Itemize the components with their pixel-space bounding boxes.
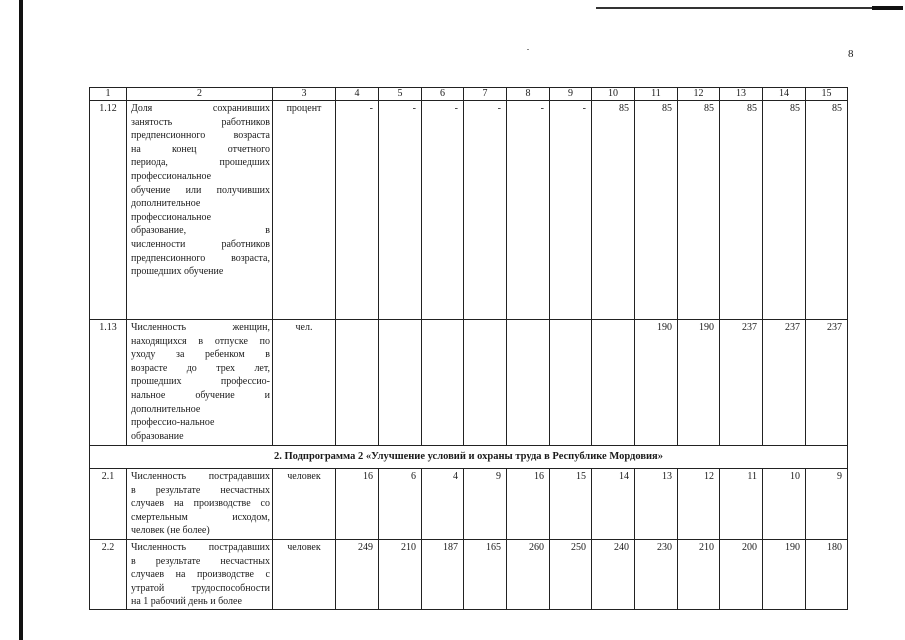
column-header: 9 xyxy=(550,88,592,101)
column-header: 7 xyxy=(464,88,507,101)
value-cell: 16 xyxy=(336,469,379,540)
indicator-name-line: случаев на производстве со xyxy=(131,498,270,510)
value-cell xyxy=(422,320,464,446)
table-row xyxy=(90,469,848,540)
value-cell xyxy=(550,320,592,446)
indicator-name-line: прошедших обучение xyxy=(131,266,224,278)
indicator-name-line: Численность пострадавших xyxy=(131,471,270,482)
column-header: 3 xyxy=(273,88,336,101)
indicator-name-line: смертельным исходом, xyxy=(131,511,270,523)
value-cell: - xyxy=(464,101,507,320)
column-header: 4 xyxy=(336,88,379,101)
value-cell: 187 xyxy=(422,540,464,610)
section-title: 2. Подпрограмма 2 «Улучшение условий и охраны труда в Республике Мордовия» xyxy=(90,446,848,469)
value-cell: - xyxy=(379,101,422,320)
value-cell: 200 xyxy=(720,540,763,610)
value-cell: 237 xyxy=(763,320,806,446)
indicator-table xyxy=(89,87,848,610)
indicator-name-line: образование, в xyxy=(131,225,270,237)
column-header: 5 xyxy=(379,88,422,101)
row-number: 2.2 xyxy=(90,540,127,610)
indicator-name-line: уходу за ребенком в xyxy=(131,349,270,361)
column-header: 14 xyxy=(763,88,806,101)
value-cell: - xyxy=(422,101,464,320)
value-cell xyxy=(379,320,422,446)
indicator-name-line: в результате несчастных xyxy=(131,555,270,567)
value-cell xyxy=(507,320,550,446)
column-header: 2 xyxy=(127,88,273,101)
column-header: 12 xyxy=(678,88,720,101)
value-cell: 10 xyxy=(763,469,806,540)
value-cell: 16 xyxy=(507,469,550,540)
indicator-name xyxy=(127,320,273,446)
value-cell: - xyxy=(507,101,550,320)
value-cell: 13 xyxy=(635,469,678,540)
top-rule xyxy=(596,7,903,9)
value-cell: 85 xyxy=(678,101,720,320)
value-cell: 190 xyxy=(678,320,720,446)
indicator-name-line: человек (не более) xyxy=(131,525,210,537)
indicator-name-line: Численность пострадавших xyxy=(131,542,270,553)
column-header: 1 xyxy=(90,88,127,101)
indicator-name-line: профессиональное xyxy=(131,170,212,182)
section-row xyxy=(90,446,848,469)
unit-cell: человек xyxy=(273,469,336,540)
row-number: 1.12 xyxy=(90,101,127,320)
indicator-name xyxy=(127,101,273,320)
value-cell: 6 xyxy=(379,469,422,540)
column-header: 10 xyxy=(592,88,635,101)
value-cell: 85 xyxy=(806,101,848,320)
table-row xyxy=(90,320,848,446)
indicator-name-line: дополнительное xyxy=(131,403,201,415)
indicator-name-line: численности работников xyxy=(131,238,270,250)
page-number: 8 xyxy=(848,48,854,60)
row-number: 2.1 xyxy=(90,469,127,540)
indicator-name-line: случаев на производстве с xyxy=(131,569,270,581)
value-cell: 237 xyxy=(806,320,848,446)
indicator-name-line: дополнительное xyxy=(131,198,201,210)
value-cell: 15 xyxy=(550,469,592,540)
unit-cell: чел. xyxy=(273,320,336,446)
indicator-name-line: Численность женщин, xyxy=(131,322,270,333)
indicator-name-line: на конец отчетного xyxy=(131,143,270,155)
indicator-name-line: периода, прошедших xyxy=(131,157,270,169)
top-rule-mark xyxy=(872,6,903,10)
value-cell: 4 xyxy=(422,469,464,540)
indicator-name xyxy=(127,469,273,540)
unit-cell: процент xyxy=(273,101,336,320)
value-cell: - xyxy=(336,101,379,320)
indicator-name-line: нальное обучение и xyxy=(131,389,270,401)
value-cell: 210 xyxy=(379,540,422,610)
column-header: 15 xyxy=(806,88,848,101)
indicator-name-line: прошедших профессио- xyxy=(131,376,270,388)
value-cell xyxy=(592,320,635,446)
value-cell: - xyxy=(550,101,592,320)
value-cell: 9 xyxy=(806,469,848,540)
value-cell: 260 xyxy=(507,540,550,610)
column-header: 8 xyxy=(507,88,550,101)
value-cell: 9 xyxy=(464,469,507,540)
scan-edge xyxy=(19,0,23,640)
table-row xyxy=(90,540,848,610)
unit-cell: человек xyxy=(273,540,336,610)
value-cell xyxy=(336,320,379,446)
indicator-name-line: утратой трудоспособности xyxy=(131,582,270,594)
indicator-name-line: возрасте до трех лет, xyxy=(131,362,270,374)
value-cell: 85 xyxy=(592,101,635,320)
indicator-name xyxy=(127,540,273,610)
indicator-name-line: занятость работников xyxy=(131,116,270,128)
value-cell: 11 xyxy=(720,469,763,540)
table-header-row xyxy=(90,88,848,101)
indicator-name-line: предпенсионного возраста xyxy=(131,130,270,142)
indicator-name-line: Доля сохранивших xyxy=(131,103,270,114)
value-cell: 165 xyxy=(464,540,507,610)
indicator-name-line: образование xyxy=(131,430,184,442)
table-row xyxy=(90,101,848,320)
indicator-name-line: обучение или получивших xyxy=(131,184,270,196)
value-cell: 14 xyxy=(592,469,635,540)
value-cell: 180 xyxy=(806,540,848,610)
value-cell: 85 xyxy=(720,101,763,320)
value-cell: 190 xyxy=(763,540,806,610)
value-cell xyxy=(464,320,507,446)
scan-speck xyxy=(527,49,529,50)
indicator-name-line: на 1 рабочий день и более xyxy=(131,596,242,608)
indicator-name-line: находящихся в отпуске по xyxy=(131,335,270,347)
value-cell: 85 xyxy=(635,101,678,320)
value-cell: 250 xyxy=(550,540,592,610)
value-cell: 237 xyxy=(720,320,763,446)
value-cell: 240 xyxy=(592,540,635,610)
indicator-name-line: в результате несчастных xyxy=(131,484,270,496)
value-cell: 12 xyxy=(678,469,720,540)
value-cell: 210 xyxy=(678,540,720,610)
value-cell: 85 xyxy=(763,101,806,320)
column-header: 6 xyxy=(422,88,464,101)
indicator-name-line: профессио-нальное xyxy=(131,417,215,429)
row-number: 1.13 xyxy=(90,320,127,446)
column-header: 11 xyxy=(635,88,678,101)
column-header: 13 xyxy=(720,88,763,101)
indicator-name-line: предпенсионного возраста, xyxy=(131,252,270,264)
indicator-name-line: профессиональное xyxy=(131,211,212,223)
value-cell: 190 xyxy=(635,320,678,446)
value-cell: 249 xyxy=(336,540,379,610)
value-cell: 230 xyxy=(635,540,678,610)
